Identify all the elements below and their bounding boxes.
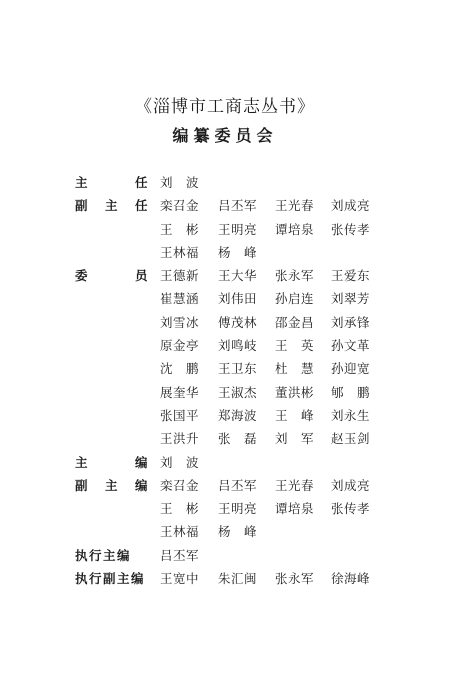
member-name: 孙文革 (331, 338, 371, 354)
member-name: 王大华 (218, 268, 258, 284)
member-name: 刘永生 (331, 407, 371, 423)
member-name: 王明亮 (218, 501, 258, 517)
roster-row (75, 287, 395, 310)
roster-row (75, 218, 395, 241)
member-name: 徐海峰 (331, 571, 371, 587)
roster-row: 执 行 副 主 编 王宽中 朱汇闽 张永军 徐海峰 (75, 567, 395, 590)
roster-row (75, 427, 395, 450)
member-name: 栾召金 (160, 477, 200, 493)
member-name: 傅茂林 (218, 314, 258, 330)
roster-row (75, 404, 395, 427)
member-name: 杜 慧 (275, 361, 315, 377)
member-name: 展奎华 (160, 384, 200, 400)
member-name: 孙启连 (275, 291, 315, 307)
member-name: 谭培泉 (275, 501, 315, 517)
roster-row: 主 编 刘 波 (75, 451, 395, 474)
committee-roster (75, 171, 395, 590)
roster-row: 主 任 刘 波 (75, 171, 395, 194)
member-name: 吕丕军 (218, 198, 258, 214)
roster-row (75, 357, 395, 380)
roster-row (75, 381, 395, 404)
member-name: 王 英 (275, 338, 315, 354)
member-name: 王宽中 (160, 571, 200, 587)
member-name: 崔慧涵 (160, 291, 200, 307)
member-name: 孙迎宽 (331, 361, 371, 377)
member-name: 王光春 (275, 198, 315, 214)
roster-row (75, 497, 395, 520)
member-name: 王林福 (160, 244, 200, 260)
member-name: 朱汇闽 (218, 571, 258, 587)
member-name: 刘 波 (160, 454, 200, 470)
member-name: 王 彬 (160, 221, 200, 237)
member-name: 郇 鹏 (331, 384, 371, 400)
member-name: 王淑杰 (218, 384, 258, 400)
member-name: 赵玉剑 (331, 431, 371, 447)
member-name: 王明亮 (218, 221, 258, 237)
member-name: 刘雪冰 (160, 314, 200, 330)
member-name: 吕丕军 (160, 547, 200, 563)
member-name: 刘伟田 (218, 291, 258, 307)
member-name: 王爱东 (331, 268, 371, 284)
member-name: 张永军 (275, 571, 315, 587)
member-name: 刘承锋 (331, 314, 371, 330)
member-name: 张国平 (160, 407, 200, 423)
member-name: 刘成亮 (331, 198, 371, 214)
member-name: 刘翠芳 (331, 291, 371, 307)
member-name: 王光春 (275, 477, 315, 493)
member-name: 王卫东 (218, 361, 258, 377)
member-name: 张传孝 (331, 501, 371, 517)
member-name: 杨 峰 (218, 524, 258, 540)
member-name: 王 峰 (275, 407, 315, 423)
roster-row: 副 主 任 栾召金 吕丕军 王光春 刘成亮 (75, 194, 395, 217)
member-name: 王洪升 (160, 431, 200, 447)
member-name: 王 彬 (160, 501, 200, 517)
member-name: 刘 波 (160, 175, 200, 190)
roster-row (75, 241, 395, 264)
member-name: 刘鸣岐 (218, 338, 258, 354)
member-name: 栾召金 (160, 198, 200, 214)
member-name: 张传孝 (331, 221, 371, 237)
series-title: 《淄博市工商志丛书》 (135, 97, 315, 117)
roster-row: 委 员 王德新 王大华 张永军 王爱东 (75, 264, 395, 287)
member-name: 董洪彬 (275, 384, 315, 400)
roster-row (75, 311, 395, 334)
committee-title: 编纂委员会 (172, 126, 278, 145)
member-name: 刘成亮 (331, 477, 371, 493)
member-name: 王德新 (160, 268, 200, 284)
member-name: 张永军 (275, 268, 315, 284)
member-name: 张 磊 (218, 431, 258, 447)
roster-row (75, 334, 395, 357)
member-name: 邵金昌 (275, 314, 315, 330)
member-name: 吕丕军 (218, 477, 258, 493)
roster-row: 执 行 主 编 吕丕军 (75, 544, 395, 567)
roster-row (75, 520, 395, 543)
member-name: 刘 军 (275, 431, 315, 447)
member-name: 沈 鹏 (160, 361, 200, 377)
roster-row: 副 主 编 栾召金 吕丕军 王光春 刘成亮 (75, 474, 395, 497)
member-name: 郑海波 (218, 407, 258, 423)
member-name: 杨 峰 (218, 244, 258, 260)
member-name: 原金亭 (160, 338, 200, 354)
member-name: 王林福 (160, 524, 200, 540)
member-name: 谭培泉 (275, 221, 315, 237)
